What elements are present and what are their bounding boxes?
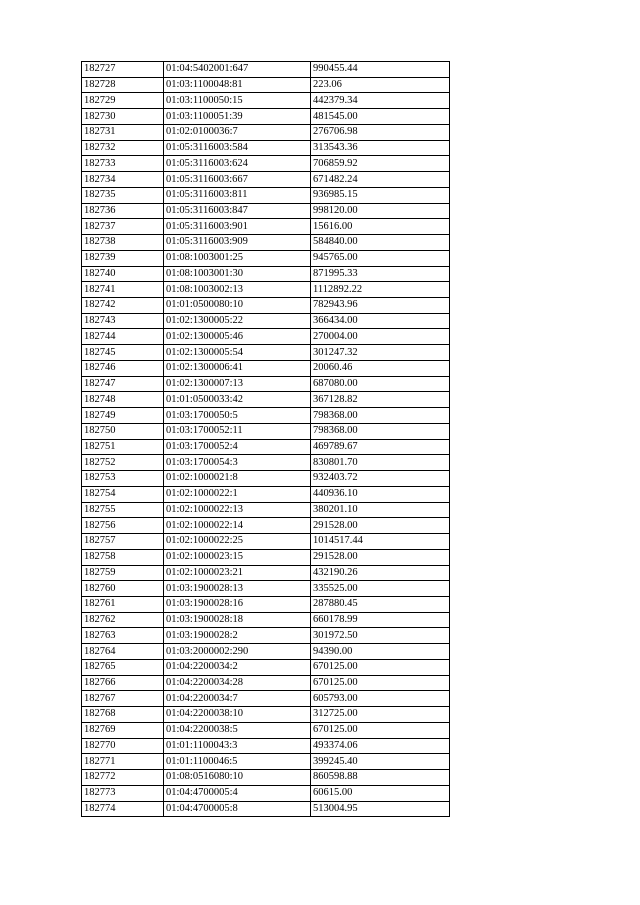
cadastral-code-cell: 01:02:1000022:1 xyxy=(164,486,311,502)
row-id-cell: 182743 xyxy=(82,313,164,329)
cadastral-code-cell: 01:02:1000022:25 xyxy=(164,534,311,550)
table-row xyxy=(82,754,450,770)
amount-cell: 15616.00 xyxy=(311,219,450,235)
cadastral-code-cell: 01:04:5402001:647 xyxy=(164,62,311,78)
row-id-cell: 182768 xyxy=(82,707,164,723)
table-row xyxy=(82,518,450,534)
table-row xyxy=(82,109,450,125)
row-id-cell: 182765 xyxy=(82,659,164,675)
table-row xyxy=(82,313,450,329)
cadastral-code-cell: 01:01:1100043:3 xyxy=(164,738,311,754)
row-id-cell: 182758 xyxy=(82,549,164,565)
row-id-cell: 182773 xyxy=(82,785,164,801)
row-id-cell: 182760 xyxy=(82,581,164,597)
table-row xyxy=(82,471,450,487)
table-row xyxy=(82,785,450,801)
table-row xyxy=(82,392,450,408)
data-table xyxy=(81,61,450,817)
cadastral-code-cell: 01:02:1300007:13 xyxy=(164,376,311,392)
table-row xyxy=(82,203,450,219)
cadastral-code-cell: 01:01:1100046:5 xyxy=(164,754,311,770)
cadastral-code-cell: 01:03:1100050:15 xyxy=(164,93,311,109)
cadastral-code-cell: 01:04:4700005:4 xyxy=(164,785,311,801)
row-id-cell: 182764 xyxy=(82,644,164,660)
amount-cell: 270004.00 xyxy=(311,329,450,345)
table-row xyxy=(82,722,450,738)
amount-cell: 291528.00 xyxy=(311,549,450,565)
amount-cell: 367128.82 xyxy=(311,392,450,408)
amount-cell: 20060.46 xyxy=(311,360,450,376)
table-row xyxy=(82,675,450,691)
row-id-cell: 182733 xyxy=(82,156,164,172)
row-id-cell: 182737 xyxy=(82,219,164,235)
cadastral-code-cell: 01:02:0100036:7 xyxy=(164,124,311,140)
amount-cell: 671482.24 xyxy=(311,172,450,188)
table-row xyxy=(82,659,450,675)
table-row xyxy=(82,360,450,376)
cadastral-code-cell: 01:08:0516080:10 xyxy=(164,770,311,786)
table-row xyxy=(82,235,450,251)
row-id-cell: 182727 xyxy=(82,62,164,78)
row-id-cell: 182753 xyxy=(82,471,164,487)
row-id-cell: 182756 xyxy=(82,518,164,534)
amount-cell: 469789.67 xyxy=(311,439,450,455)
table-row xyxy=(82,172,450,188)
table-row xyxy=(82,738,450,754)
amount-cell: 276706.98 xyxy=(311,124,450,140)
row-id-cell: 182770 xyxy=(82,738,164,754)
amount-cell: 945765.00 xyxy=(311,250,450,266)
amount-cell: 936985.15 xyxy=(311,187,450,203)
cadastral-code-cell: 01:08:1003001:30 xyxy=(164,266,311,282)
cadastral-code-cell: 01:02:1300005:54 xyxy=(164,345,311,361)
table-row xyxy=(82,770,450,786)
amount-cell: 605793.00 xyxy=(311,691,450,707)
table-row xyxy=(82,439,450,455)
table-row xyxy=(82,455,450,471)
table-row xyxy=(82,534,450,550)
row-id-cell: 182774 xyxy=(82,801,164,817)
row-id-cell: 182751 xyxy=(82,439,164,455)
cadastral-code-cell: 01:03:1100051:39 xyxy=(164,109,311,125)
table-row xyxy=(82,502,450,518)
amount-cell: 871995.33 xyxy=(311,266,450,282)
cadastral-code-cell: 01:05:3116003:909 xyxy=(164,235,311,251)
row-id-cell: 182740 xyxy=(82,266,164,282)
table-row xyxy=(82,93,450,109)
amount-cell: 287880.45 xyxy=(311,596,450,612)
table-row xyxy=(82,140,450,156)
table-row xyxy=(82,219,450,235)
table-row xyxy=(82,187,450,203)
cadastral-code-cell: 01:05:3116003:901 xyxy=(164,219,311,235)
table-row xyxy=(82,423,450,439)
cadastral-code-cell: 01:04:2200034:2 xyxy=(164,659,311,675)
amount-cell: 432190.26 xyxy=(311,565,450,581)
row-id-cell: 182734 xyxy=(82,172,164,188)
cadastral-code-cell: 01:03:1100048:81 xyxy=(164,77,311,93)
row-id-cell: 182728 xyxy=(82,77,164,93)
table-row xyxy=(82,266,450,282)
amount-cell: 335525.00 xyxy=(311,581,450,597)
amount-cell: 687080.00 xyxy=(311,376,450,392)
row-id-cell: 182749 xyxy=(82,408,164,424)
row-id-cell: 182735 xyxy=(82,187,164,203)
table-row xyxy=(82,376,450,392)
cadastral-code-cell: 01:03:1900028:18 xyxy=(164,612,311,628)
row-id-cell: 182750 xyxy=(82,423,164,439)
row-id-cell: 182748 xyxy=(82,392,164,408)
row-id-cell: 182730 xyxy=(82,109,164,125)
cadastral-code-cell: 01:02:1300005:22 xyxy=(164,313,311,329)
row-id-cell: 182752 xyxy=(82,455,164,471)
amount-cell: 442379.34 xyxy=(311,93,450,109)
amount-cell: 584840.00 xyxy=(311,235,450,251)
cadastral-code-cell: 01:04:2200038:5 xyxy=(164,722,311,738)
table-body xyxy=(82,62,450,817)
amount-cell: 312725.00 xyxy=(311,707,450,723)
cadastral-code-cell: 01:04:2200034:28 xyxy=(164,675,311,691)
amount-cell: 513004.95 xyxy=(311,801,450,817)
table-row xyxy=(82,707,450,723)
cadastral-code-cell: 01:03:1900028:16 xyxy=(164,596,311,612)
table-row xyxy=(82,549,450,565)
table-row xyxy=(82,124,450,140)
cadastral-code-cell: 01:02:1000023:15 xyxy=(164,549,311,565)
amount-cell: 860598.88 xyxy=(311,770,450,786)
cadastral-code-cell: 01:05:3116003:624 xyxy=(164,156,311,172)
amount-cell: 990455.44 xyxy=(311,62,450,78)
row-id-cell: 182736 xyxy=(82,203,164,219)
cadastral-code-cell: 01:03:1700052:4 xyxy=(164,439,311,455)
amount-cell: 380201.10 xyxy=(311,502,450,518)
amount-cell: 301247.32 xyxy=(311,345,450,361)
amount-cell: 782943.96 xyxy=(311,298,450,314)
row-id-cell: 182731 xyxy=(82,124,164,140)
cadastral-code-cell: 01:03:1700050:5 xyxy=(164,408,311,424)
table-row xyxy=(82,581,450,597)
amount-cell: 798368.00 xyxy=(311,423,450,439)
row-id-cell: 182767 xyxy=(82,691,164,707)
row-id-cell: 182754 xyxy=(82,486,164,502)
cadastral-code-cell: 01:02:1000021:8 xyxy=(164,471,311,487)
amount-cell: 998120.00 xyxy=(311,203,450,219)
row-id-cell: 182769 xyxy=(82,722,164,738)
amount-cell: 798368.00 xyxy=(311,408,450,424)
table-row xyxy=(82,596,450,612)
cadastral-code-cell: 01:04:2200034:7 xyxy=(164,691,311,707)
table-row xyxy=(82,77,450,93)
amount-cell: 932403.72 xyxy=(311,471,450,487)
cadastral-code-cell: 01:02:1300005:46 xyxy=(164,329,311,345)
table-row xyxy=(82,298,450,314)
cadastral-code-cell: 01:05:3116003:667 xyxy=(164,172,311,188)
row-id-cell: 182742 xyxy=(82,298,164,314)
amount-cell: 366434.00 xyxy=(311,313,450,329)
cadastral-code-cell: 01:03:2000002:290 xyxy=(164,644,311,660)
cadastral-code-cell: 01:08:1003001:25 xyxy=(164,250,311,266)
amount-cell: 60615.00 xyxy=(311,785,450,801)
amount-cell: 493374.06 xyxy=(311,738,450,754)
amount-cell: 481545.00 xyxy=(311,109,450,125)
amount-cell: 670125.00 xyxy=(311,675,450,691)
row-id-cell: 182761 xyxy=(82,596,164,612)
cadastral-code-cell: 01:01:0500080:10 xyxy=(164,298,311,314)
cadastral-code-cell: 01:03:1700054:3 xyxy=(164,455,311,471)
amount-cell: 706859.92 xyxy=(311,156,450,172)
amount-cell: 670125.00 xyxy=(311,659,450,675)
cadastral-code-cell: 01:03:1700052:11 xyxy=(164,423,311,439)
table-row xyxy=(82,250,450,266)
amount-cell: 670125.00 xyxy=(311,722,450,738)
amount-cell: 223.06 xyxy=(311,77,450,93)
amount-cell: 440936.10 xyxy=(311,486,450,502)
row-id-cell: 182762 xyxy=(82,612,164,628)
table-row xyxy=(82,408,450,424)
cadastral-code-cell: 01:02:1300006:41 xyxy=(164,360,311,376)
table-row xyxy=(82,691,450,707)
table-row xyxy=(82,612,450,628)
amount-cell: 301972.50 xyxy=(311,628,450,644)
table-row xyxy=(82,345,450,361)
amount-cell: 291528.00 xyxy=(311,518,450,534)
table-row xyxy=(82,565,450,581)
cadastral-code-cell: 01:08:1003002:13 xyxy=(164,282,311,298)
row-id-cell: 182772 xyxy=(82,770,164,786)
table-row xyxy=(82,644,450,660)
row-id-cell: 182746 xyxy=(82,360,164,376)
amount-cell: 94390.00 xyxy=(311,644,450,660)
amount-cell: 830801.70 xyxy=(311,455,450,471)
table-row xyxy=(82,282,450,298)
cadastral-code-cell: 01:04:4700005:8 xyxy=(164,801,311,817)
row-id-cell: 182732 xyxy=(82,140,164,156)
table-row xyxy=(82,486,450,502)
cadastral-code-cell: 01:05:3116003:584 xyxy=(164,140,311,156)
table-row xyxy=(82,801,450,817)
row-id-cell: 182757 xyxy=(82,534,164,550)
row-id-cell: 182755 xyxy=(82,502,164,518)
row-id-cell: 182747 xyxy=(82,376,164,392)
table-row xyxy=(82,628,450,644)
amount-cell: 660178.99 xyxy=(311,612,450,628)
row-id-cell: 182739 xyxy=(82,250,164,266)
table-row xyxy=(82,329,450,345)
row-id-cell: 182759 xyxy=(82,565,164,581)
amount-cell: 1112892.22 xyxy=(311,282,450,298)
document-sheet xyxy=(81,61,450,817)
cadastral-code-cell: 01:01:0500033:42 xyxy=(164,392,311,408)
cadastral-code-cell: 01:04:2200038:10 xyxy=(164,707,311,723)
amount-cell: 1014517.44 xyxy=(311,534,450,550)
row-id-cell: 182771 xyxy=(82,754,164,770)
row-id-cell: 182763 xyxy=(82,628,164,644)
cadastral-code-cell: 01:02:1000022:14 xyxy=(164,518,311,534)
cadastral-code-cell: 01:02:1000023:21 xyxy=(164,565,311,581)
cadastral-code-cell: 01:03:1900028:13 xyxy=(164,581,311,597)
row-id-cell: 182766 xyxy=(82,675,164,691)
amount-cell: 399245.40 xyxy=(311,754,450,770)
row-id-cell: 182745 xyxy=(82,345,164,361)
row-id-cell: 182729 xyxy=(82,93,164,109)
table-row xyxy=(82,156,450,172)
table-row xyxy=(82,62,450,78)
row-id-cell: 182741 xyxy=(82,282,164,298)
cadastral-code-cell: 01:05:3116003:847 xyxy=(164,203,311,219)
cadastral-code-cell: 01:02:1000022:13 xyxy=(164,502,311,518)
cadastral-code-cell: 01:03:1900028:2 xyxy=(164,628,311,644)
amount-cell: 313543.36 xyxy=(311,140,450,156)
cadastral-code-cell: 01:05:3116003:811 xyxy=(164,187,311,203)
row-id-cell: 182744 xyxy=(82,329,164,345)
row-id-cell: 182738 xyxy=(82,235,164,251)
